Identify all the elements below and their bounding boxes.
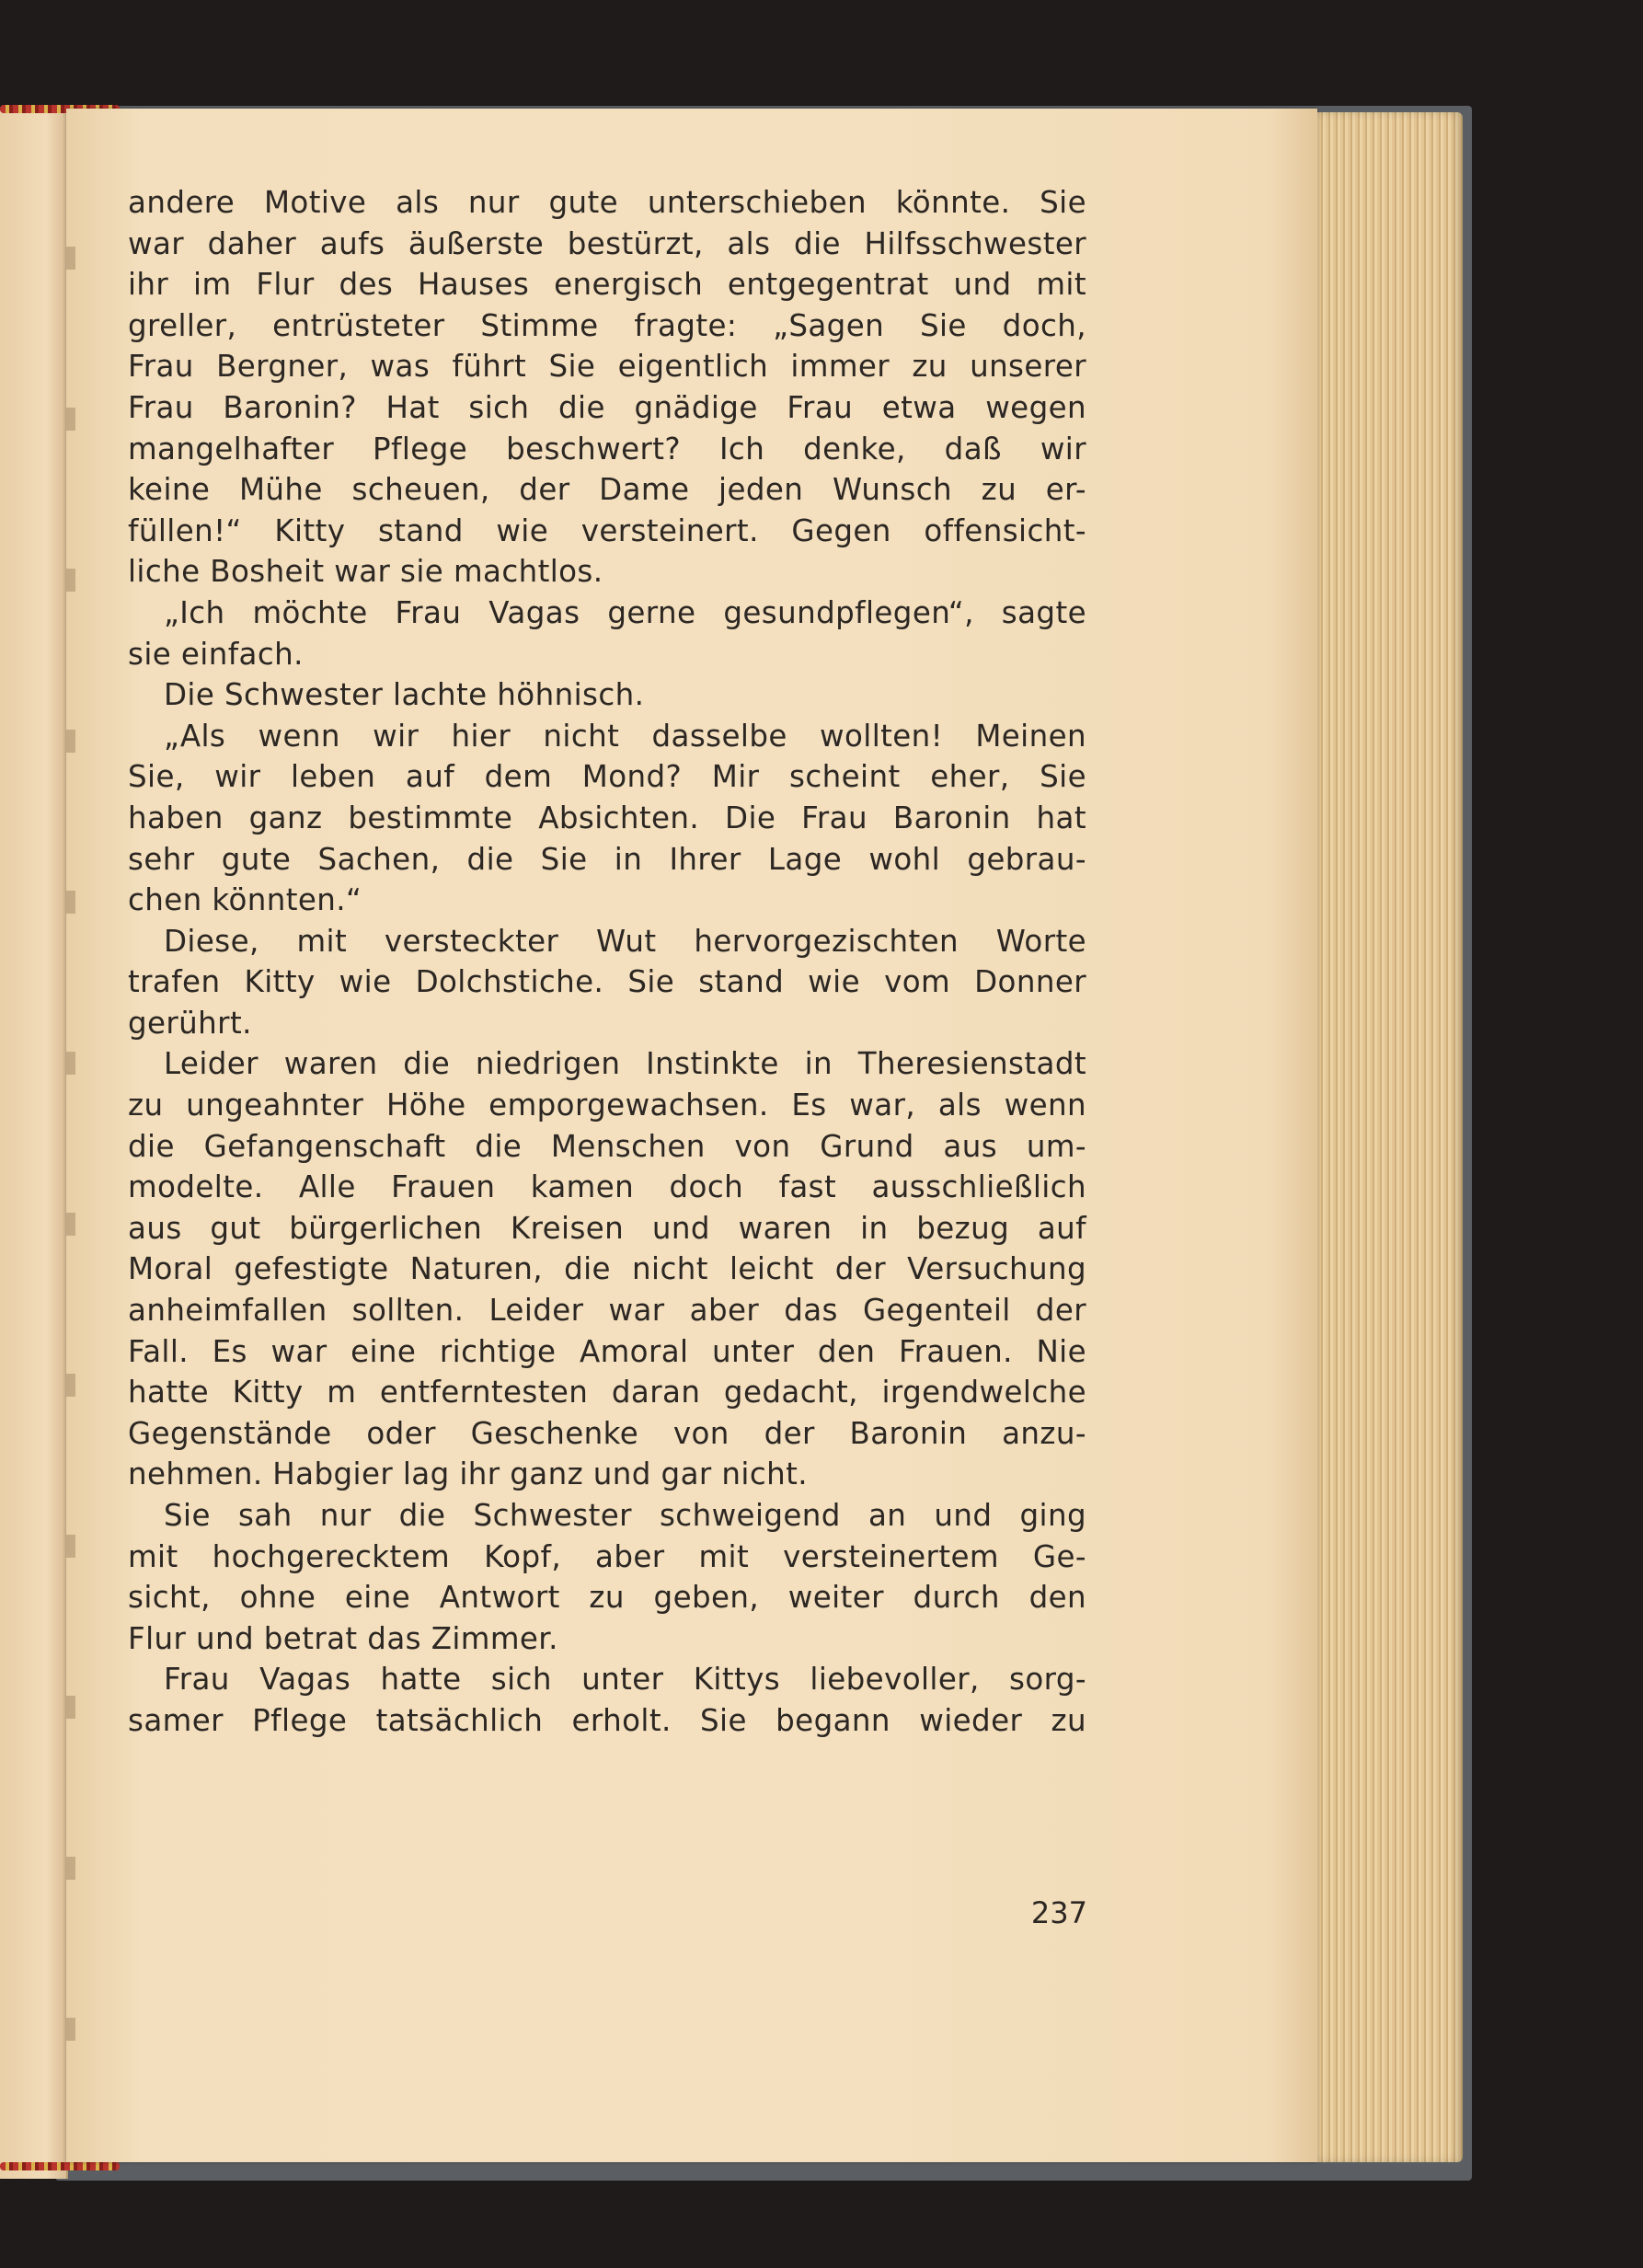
text-line: liche Bosheit war sie machtlos. <box>128 554 603 590</box>
text-line: Frau Bergner, was führt Sie eigentlich immer zu unserer <box>128 349 1086 385</box>
text-line: chen könnten.“ <box>128 882 362 918</box>
text-line: anheimfallen sollten. Leider war aber das Gegenteil der <box>128 1293 1086 1329</box>
text-line: keine Mühe scheuen, der Dame jeden Wunsch zu er- <box>128 472 1086 508</box>
text-line: andere Motive als nur gute unterschieben könnte. Sie <box>128 185 1086 220</box>
text-line: „Ich möchte Frau Vagas gerne gesundpflegen“, sagte <box>164 594 1086 630</box>
page-number: 237 <box>1030 1895 1087 1930</box>
text-line: Diese, mit versteckter Wut hervorgezischten Worte <box>164 923 1086 959</box>
text-line: mangelhafter Pflege beschwert? Ich denke, daß wir <box>128 431 1086 466</box>
text-line: samer Pflege tatsächlich erholt. Sie begann wieder zu <box>128 1702 1086 1738</box>
text-line: „Als wenn wir hier nicht dasselbe wollten! Meinen <box>164 718 1086 754</box>
text-line: gerührt. <box>128 1005 252 1041</box>
text-line: die Gefangenschaft die Menschen von Grund aus um- <box>128 1128 1086 1164</box>
text-line: Leider waren die niedrigen Instinkte in Theresienstadt <box>164 1046 1086 1082</box>
text-line: nehmen. Habgier lag ihr ganz und gar nicht. <box>128 1456 808 1492</box>
text-line: Sie sah nur die Schwester schweigend an und ging <box>164 1498 1086 1533</box>
left-facing-page <box>0 110 68 2179</box>
text-line: Moral gefestigte Naturen, die nicht leicht der Versuchung <box>128 1251 1086 1287</box>
text-line: füllen!“ Kitty stand wie versteinert. Gegen offensicht- <box>128 512 1086 548</box>
text-line: aus gut bürgerlichen Kreisen und waren in bezug auf <box>128 1210 1086 1246</box>
text-line: mit hochgerecktem Kopf, aber mit versteinertem Ge- <box>128 1538 1086 1574</box>
text-line: Flur und betrat das Zimmer. <box>128 1620 558 1656</box>
text-line: haben ganz bestimmte Absichten. Die Frau Baronin hat <box>128 800 1086 835</box>
text-line: modelte. Alle Frauen kamen doch fast ausschließlich <box>128 1169 1086 1205</box>
text-line: sie einfach. <box>128 636 304 672</box>
text-line: Die Schwester lachte höhnisch. <box>164 677 645 713</box>
text-line: Gegenstände oder Geschenke von der Baronin anzu- <box>128 1415 1086 1451</box>
text-line: trafen Kitty wie Dolchstiche. Sie stand wie vom Donner <box>128 964 1086 1000</box>
page-edges <box>1311 112 1463 2162</box>
text-line: ihr im Flur des Hauses energisch entgegentrat und mit <box>128 267 1086 303</box>
text-line: Fall. Es war eine richtige Amoral unter den Frauen. Nie <box>128 1333 1086 1369</box>
headband-bottom <box>0 2162 120 2170</box>
text-line: Frau Vagas hatte sich unter Kittys liebevoller, sorg- <box>164 1662 1086 1698</box>
text-line: Frau Baronin? Hat sich die gnädige Frau etwa wegen <box>128 389 1086 425</box>
text-line: zu ungeahnter Höhe emporgewachsen. Es war, als wenn <box>128 1088 1086 1123</box>
text-line: greller, entrüsteter Stimme fragte: „Sagen Sie doch, <box>128 307 1086 343</box>
text-line: hatte Kitty m entferntesten daran gedacht, irgendwelche <box>128 1375 1086 1410</box>
gutter-shadow <box>66 109 75 2162</box>
text-line: sicht, ohne eine Antwort zu geben, weiter durch den <box>128 1580 1086 1616</box>
text-line: war daher aufs äußerste bestürzt, als die Hilfsschwester <box>128 225 1086 261</box>
body-text <box>128 182 1086 1742</box>
text-line: Sie, wir leben auf dem Mond? Mir scheint eher, Sie <box>128 759 1086 795</box>
text-line: sehr gute Sachen, die Sie in Ihrer Lage wohl gebrau- <box>128 841 1086 877</box>
